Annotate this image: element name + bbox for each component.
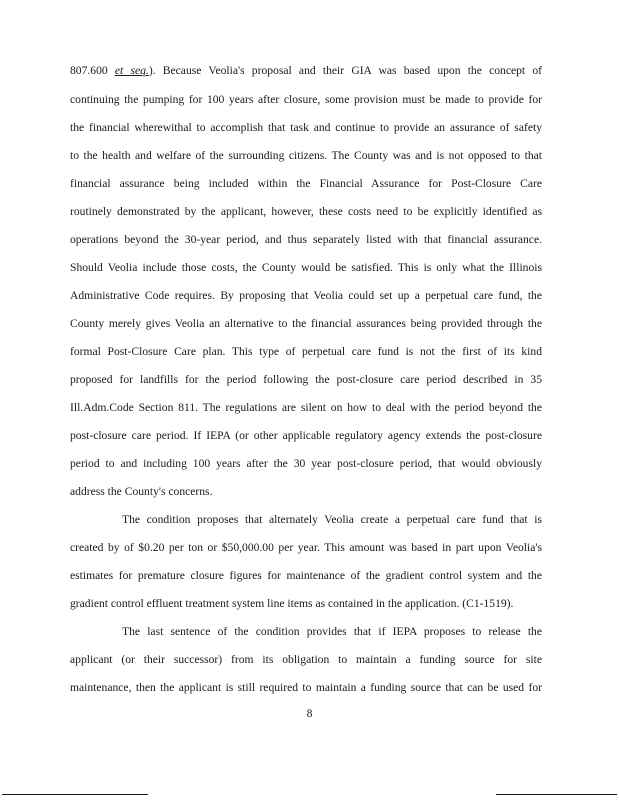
paragraph-1-line-14: post-closure care period. If IEPA (or other applicable regulatory agency extends the post-closure [70,429,542,442]
paragraph-1-line-2: continuing the pumping for 100 years after closure, some provision must be made to provide for [70,93,542,106]
footer-rule-left [2,794,148,795]
page-number: 8 [306,707,313,720]
paragraph-1-line-5: financial assurance being included within the Financial Assurance for Post-Closure Care [70,177,542,190]
paragraph-1-line-8: Should Veolia include those costs, the County would be satisfied. This is only what the Illinois [70,261,542,274]
paragraph-1-line-11: formal Post-Closure Care plan. This type of perpetual care fund is not the first of its kind [70,345,542,358]
paragraph-1-line-6: routinely demonstrated by the applicant, however, these costs need to be explicitly identified as [70,205,542,218]
paragraph-2-line-1: The condition proposes that alternately Veolia create a perpetual care fund that is [122,513,542,526]
footer-rule-right [496,794,617,795]
paragraph-3-line-2: applicant (or their successor) from its obligation to maintain a funding source for site [70,653,542,666]
citation-et-seq: et seq. [114,64,149,77]
paragraph-3-line-3: maintenance, then the applicant is still required to maintain a funding source that can be used for [70,681,542,694]
paragraph-1-line-1-text: ). Because Veolia's proposal and their GIA was based upon the concept of [148,64,542,77]
paragraph-1-line-16: address the County's concerns. [70,485,213,498]
paragraph-1-line-13: Ill.Adm.Code Section 811. The regulations are silent on how to deal with the period beyond the [70,401,542,414]
paragraph-1-line-4: to the health and welfare of the surrounding citizens. The County was and is not opposed to that [70,149,542,162]
paragraph-3-line-1: The last sentence of the condition provides that if IEPA proposes to release the [122,625,542,638]
paragraph-1-line-15: period to and including 100 years after the 30 year post-closure period, that would obviously [70,457,542,470]
paragraph-1-line-3: the financial wherewithal to accomplish that task and continue to provide an assurance of safety [70,121,542,134]
paragraph-1-line-10: County merely gives Veolia an alternative to the financial assurances being provided through the [70,317,542,330]
paragraph-1-line-1 [70,64,542,78]
paragraph-2-line-2: created by of $0.20 per ton or $50,000.00 per year. This amount was based in part upon Veolia's [70,541,542,554]
paragraph-1-line-7: operations beyond the 30-year period, and thus separately listed with that financial assurance. [70,233,542,246]
paragraph-1-line-9: Administrative Code requires. By proposing that Veolia could set up a perpetual care fund, the [70,289,542,302]
paragraph-2-line-3: estimates for premature closure figures for maintenance of the gradient control system and the [70,569,542,582]
citation-number: 807.600 [70,64,108,77]
paragraph-1-line-12: proposed for landfills for the period following the post-closure care period described in 35 [70,373,542,386]
paragraph-2-line-4: gradient control effluent treatment system line items as contained in the application. (C1-1519). [70,597,514,610]
